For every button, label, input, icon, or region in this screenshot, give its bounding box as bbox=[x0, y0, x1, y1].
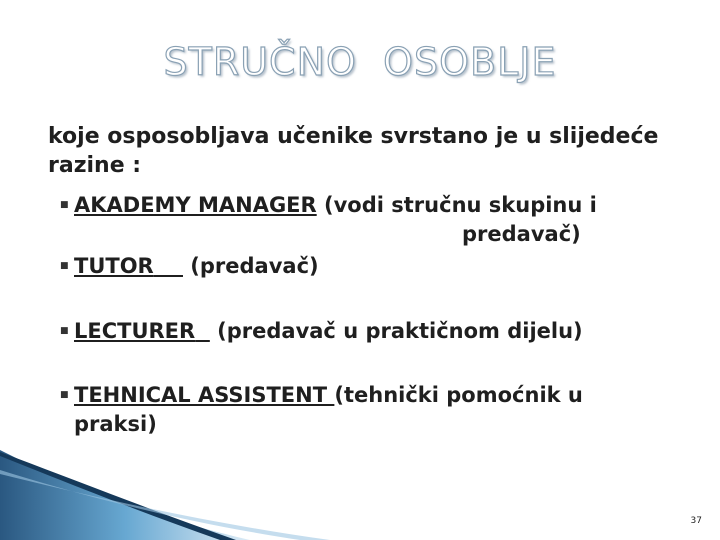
page-number: 37 bbox=[690, 516, 702, 526]
item-description: (vodi stručnu skupinu i bbox=[316, 193, 597, 217]
slide-title: STRUČNO OSOBLJE bbox=[163, 40, 557, 84]
decorative-ribbon bbox=[0, 450, 720, 540]
term-label: TEHNICAL ASSISTENT bbox=[74, 383, 335, 407]
term-label: TUTOR bbox=[74, 254, 154, 278]
square-bullet-icon: ■ bbox=[60, 390, 69, 400]
term-label: AKADEMY MANAGER bbox=[74, 193, 317, 217]
square-bullet-icon: ■ bbox=[60, 326, 69, 336]
square-bullet-icon: ■ bbox=[60, 261, 69, 271]
item-continuation: praksi) bbox=[74, 412, 157, 436]
item-description: (predavač u praktičnom dijelu) bbox=[217, 319, 583, 343]
item-description: (predavač) bbox=[190, 254, 319, 278]
item-continuation: predavač) bbox=[462, 222, 581, 246]
square-bullet-icon: ■ bbox=[60, 200, 69, 210]
item-description: (tehnički pomoćnik u bbox=[334, 383, 583, 407]
intro-text: koje osposobljava učenike svrstano je u slijedeće razine : bbox=[48, 124, 659, 178]
term-label: LECTURER bbox=[74, 319, 196, 343]
